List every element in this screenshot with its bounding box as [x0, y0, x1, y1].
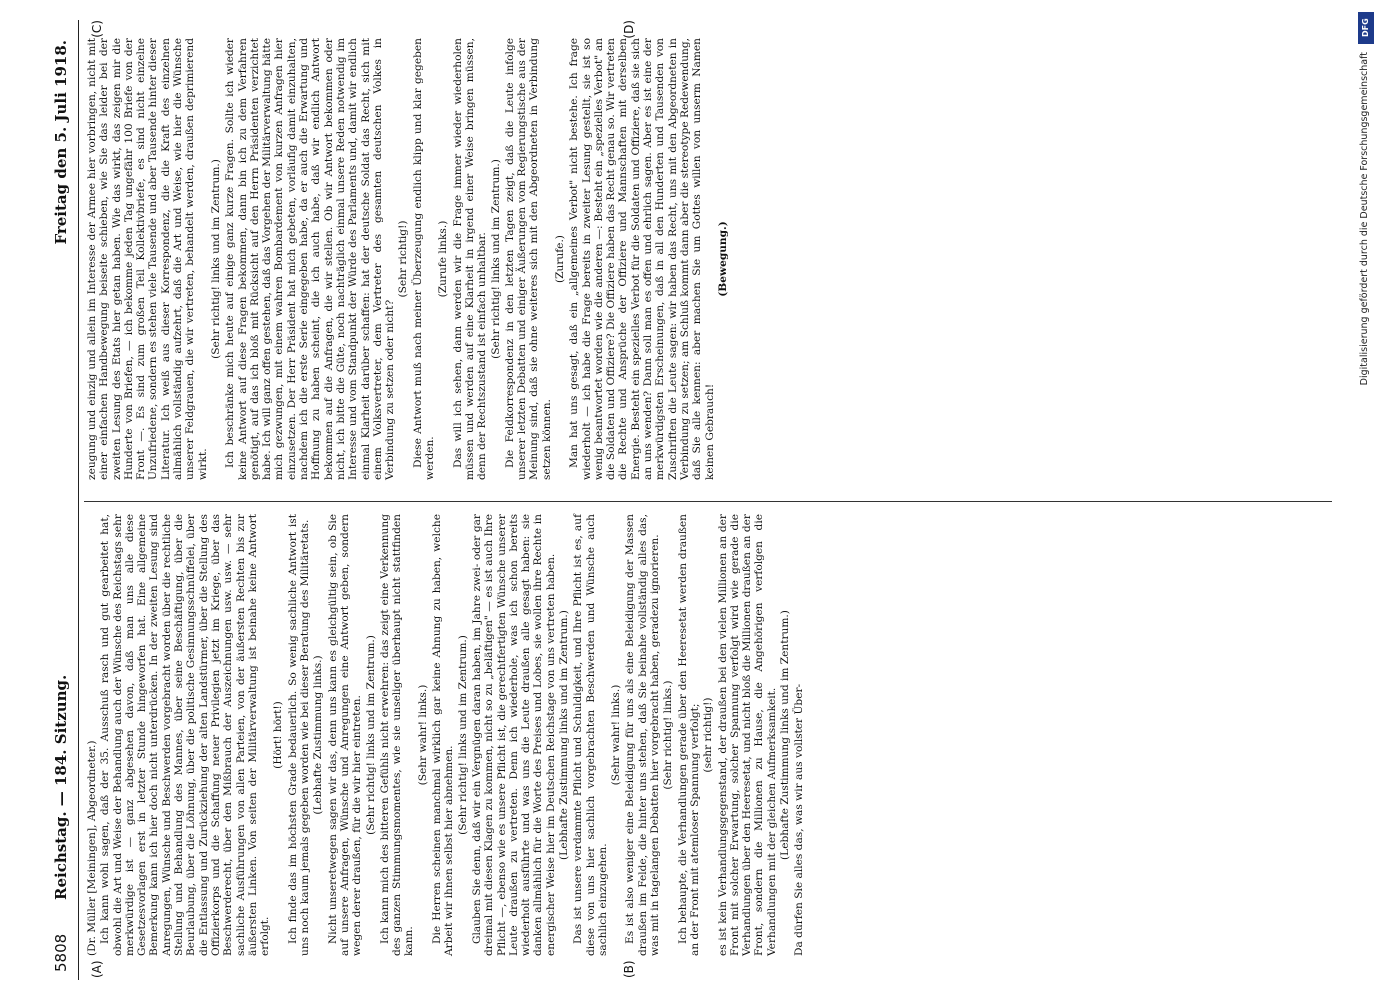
- interjection: (Sehr richtig! links und im Zentrum.): [209, 159, 222, 359]
- interjection: (Sehr richtig! links und im Zentrum.): [489, 159, 501, 359]
- interjection: (Sehr richtig! links und im Zentrum.): [456, 635, 469, 835]
- header-rule: [78, 20, 79, 980]
- right-column: [86, 38, 731, 480]
- paragraph: es ist kein Verhandlungsgegenstand, der draußen bei den vielen Millionen an der Front mit solcher Erwartung, solcher Spannung verfolgt wird wie gerade die Verhandlungen über den Heeresetat, und nicht bloß die Millionen draußen an der Front, sondern die Millionen zu Hause, die Angehörigen verfolgen die Verhandlungen mit der gleichen Aufmerksamkeit.: [716, 514, 778, 956]
- interjection: (Lebhafte Zustimmung links.): [311, 655, 324, 815]
- paragraph: Da dürfen Sie alles das, was wir aus vollster Über-: [792, 683, 805, 956]
- interjection: (Sehr richtig!): [396, 220, 409, 298]
- running-title-right: Freitag den 5. Juli 1918.: [51, 40, 70, 245]
- interjection: (Sehr richtig! links und im Zentrum.): [364, 635, 377, 835]
- margin-marker-d: (D): [621, 20, 636, 39]
- interjection: (Lebhafte Zustimmung links und im Zentrum.): [778, 610, 791, 860]
- paragraph: Die Herren scheinen manchmal wirklich gar keine Ahnung zu haben, welche Arbeit wir ihnen selbst hier abnehmen.: [430, 514, 455, 956]
- interjection: (Sehr richtig! links.): [661, 680, 674, 790]
- paragraph: Es ist also weniger eine Beleidigung für uns als eine Beleidigung der Massen draußen im Felde, die hinter uns stehen, daß Sie beinahe vollständig alles das, was mit in tagelangen Debatten hier vorgebracht haben, geradezu ignorieren.: [623, 514, 661, 956]
- paragraph: Das will ich sehen, dann werden wir die Frage immer wieder wiederholen müssen und werden auf eine Klarheit in irgend einer Weise bringen müssen, denn der Rechtszustand ist einfach unhaltbar.: [451, 38, 488, 480]
- interjection: (Lebhafte Zustimmung links und im Zentrum.): [557, 610, 570, 860]
- column-divider: [84, 501, 1332, 502]
- paragraph: Ich beschränke mich heute auf einige ganz kurze Fragen. Sollte ich wieder keine Antwort auf diese Fragen bekommen, dann bin ich zu dem Verfahren genötigt, auf das ich bloß mit Rücksicht auf den Herrn Präsidenten verzichtet habe. Ich will ganz offen gestehen, daß das Vorgehen der Militärverwaltung hätte mich gezwungen, mit einem wahren Bombardement von kurzen Anfragen hier einzusetzen. Der Herr Präsident hat mich gebeten, vorläufig damit einzuhalten, nachdem ich die erste Serie eingegeben habe, da er auch die Erwartung und Hoffnung zu haben scheint, die ich auch habe, daß wir endlich Antwort bekommen auf die Anfragen, die wir stellen. Ob wir Antwort bekommen oder nicht, ich bitte die Güte, noch nachträglich einmal unsere Reden notwendig im Interesse und vom Standpunkt der Würde des Parlaments und, damit wir endlich einmal Klarheit darüber schaffen: hat der deutsche Soldat das Recht, sich mit einem Volksvertreter, dem Vertreter des gesamten deutschen Volkes in Verbindung zu setzen oder nicht?: [223, 38, 396, 480]
- page-number: 5808: [51, 933, 70, 972]
- paragraph: Ich kann mich des bitteren Gefühls nicht erwehren: das zeigt eine Verkennung des ganzen Stimmungsmomentes, wie sie unseliger überhaupt nicht stattfinden kann.: [378, 514, 415, 956]
- paragraph: Nicht unseretwegen sagen wir das, denn uns kann es gleichgültig sein, ob Sie auf unsere Anfragen, Wünsche und Anregungen eine Antwort geben, sondern wegen derer draußen, für die wir hier eintreten.: [326, 514, 363, 956]
- paragraph: Diese Antwort muß nach meiner Überzeugung endlich klipp und klar gegeben werden.: [411, 38, 436, 480]
- page-header: [52, 20, 78, 980]
- paragraph: Das ist unsere verdammte Pflicht und Schuldigkeit, und Ihre Pflicht ist es, auf diese von uns hier sachlich vorgebrachten Beschwerden und Wünsche auch sachlich einzugehen.: [571, 514, 609, 956]
- interjection: (Sehr wahr! links.): [416, 684, 429, 786]
- margin-marker-a: (A): [89, 960, 104, 978]
- paragraph: zeugung und einzig und allein im Interesse der Armee hier vorbringen, nicht mit einer einfachen Handbewegung beiseite schieben, wie Sie das leider bei der zweiten Lesung des Etats hier getan haben. Wie das wirkt, das zeigen mir die Hunderte von Briefen, — ich bekomme jeden Tag ungefähr 100 Briefe von der Front —. Es sind zum großen Teil Kollektivbriefe, es sind nicht einzelne Unzufriedene, sondern es stehen viele Tausende und aber Tausende hinter dieser Literatur. Ich weiß aus dieser Korrespondenz, die die Kraft des einzelnen allmählich vollständig aufzehrt, daß die Art und Weise, wie hier die Wünsche unserer Feldgrauen, die wir vertreten, behandelt werden, draußen deprimierend wirkt.: [85, 38, 209, 480]
- paragraph: Ich behaupte, die Verhandlungen gerade über den Heeresetat werden draußen an der Front mit atemloser Spannung verfolgt;: [676, 514, 701, 956]
- paragraph: Glauben Sie denn, daß wir ein Vergnügen daran haben, im Jahre zwei- oder gar dreimal mit diesen Klagen zu kommen, nicht so zu „beläftigen" — es ist auch Ihre Pflicht —, ebenso wie es unsere Pflicht ist, die gerechtfertigten Wünsche unserer Leute draußen zu vertreten. Denn ich wiederhole, was ich schon bereits wiederholt ausführte und was uns die Leute draußen alle gesagt haben: sie danken allmählich für die Worte des Preises und Lobes, sie wollen ihre Rechte in energischer Weise hier im Deutschen Reichstage von uns vertreten haben.: [470, 514, 557, 956]
- margin-marker-c: (C): [89, 20, 104, 38]
- running-title-left: Reichstag. — 184. Sitzung.: [51, 674, 70, 900]
- speaker-line: (Dr. Müller [Meiningen], Abgeordneter.): [85, 740, 98, 956]
- interjection: (Bewegung.): [716, 221, 729, 297]
- margin-marker-b: (B): [621, 960, 636, 978]
- digitization-credit: [1357, 8, 1377, 988]
- interjection: (Hört! hört!): [271, 701, 284, 769]
- credit-text: Digitalisierung gefördert durch die Deutsche Forschungsgemeinschaft: [1359, 52, 1370, 386]
- paragraph: Die Feldkorrespondenz in den letzten Tagen zeigt, daß die Leute infolge unserer letzten Debatten und einiger Äußerungen vom Regierungstische aus der Meinung sind, daß sie ohne weiteres sich mit den Abgeordneten in Verbindung setzen können.: [503, 38, 553, 480]
- interjection: (sehr richtig!): [701, 697, 714, 773]
- paragraph: Ich kann wohl sagen, daß der 35. Ausschuß rasch und gut gearbeitet hat, obwohl die Art und Weise der Behandlung auch der Wünsche des Reichstags sehr merkwürdige ist — ganz abgesehen davon, daß man uns alle diese Gesetzesvorlagen erst in letzter Stunde hingeworfen hat. Eine allgemeine Bemerkung kann ich hier doch nicht unterdrücken. In der zweiten Lesung sind Anregungen, Wünsche und Beschwerden vorgebracht worden über die rechtliche Stellung und Behandlung des Mannes, über seine Beschäftigung, über die Beurlaubung, über die Löhnung, über die politische Gesinnungsschnüffelei, über die Entlassung und Zurückziehung der alten Landstürmer, über die Stellung des Offizierkorps und die Schaffung neuer Privilegien jetzt im Kriege, über das Beschwerderecht, über den Mißbrauch der Auszeichnungen usw. usw. — sehr sachliche Ausführungen von allen Parteien, von der äußersten Rechten bis zur äußersten Linken. Von seiten der Militärverwaltung ist beinahe keine Antwort erfolgt.: [98, 514, 271, 956]
- paragraph: Ich finde das im höchsten Grade bedauerlich. So wenig sachliche Antwort ist uns noch kaum jemals gegeben worden wie bei dieser Beratung des Militäretats.: [286, 514, 311, 956]
- interjection: (Zurufe links.): [436, 220, 449, 298]
- dfg-logo-icon: DFG: [1358, 12, 1374, 44]
- left-column: [86, 514, 807, 956]
- paragraph: Man hat uns gesagt, daß ein „allgemeines Verbot" nicht bestehe. Ich frage wiederholt — ich habe die Frage bereits in zweiter Lesung gestellt, sie ist so wenig beantwortet worden wie die anderen —: Besteht ein „spezielles Verbot" an die Soldaten und Offiziere? Die Offiziere haben das Recht genau so. Wir vertreten die Rechte und Ansprüche der Offiziere und Mannschaften mit derselben Energie. Besteht ein spezielles Verbot für die Soldaten und Offiziere, daß sie sich an uns wenden? Dann soll man es offen und ehrlich sagen. Aber es ist eine der merkwürdigsten Erscheinungen, daß in all den Hunderten und Tausenden von Zuschriften die Leute sagen: wir haben das Recht, uns mit den Abgeordneten in Verbindung zu setzen; am Schluß kommt dann aber die stereotype Redewendung, daß Sie alle kennen: aber machen Sie um Gottes willen von unserm Namen keinen Gebrauch!: [567, 38, 716, 480]
- newspaper-page: [32, 20, 1352, 980]
- interjection: (Sehr wahr! links.): [609, 684, 622, 786]
- interjection: (Zurufe.): [553, 235, 566, 283]
